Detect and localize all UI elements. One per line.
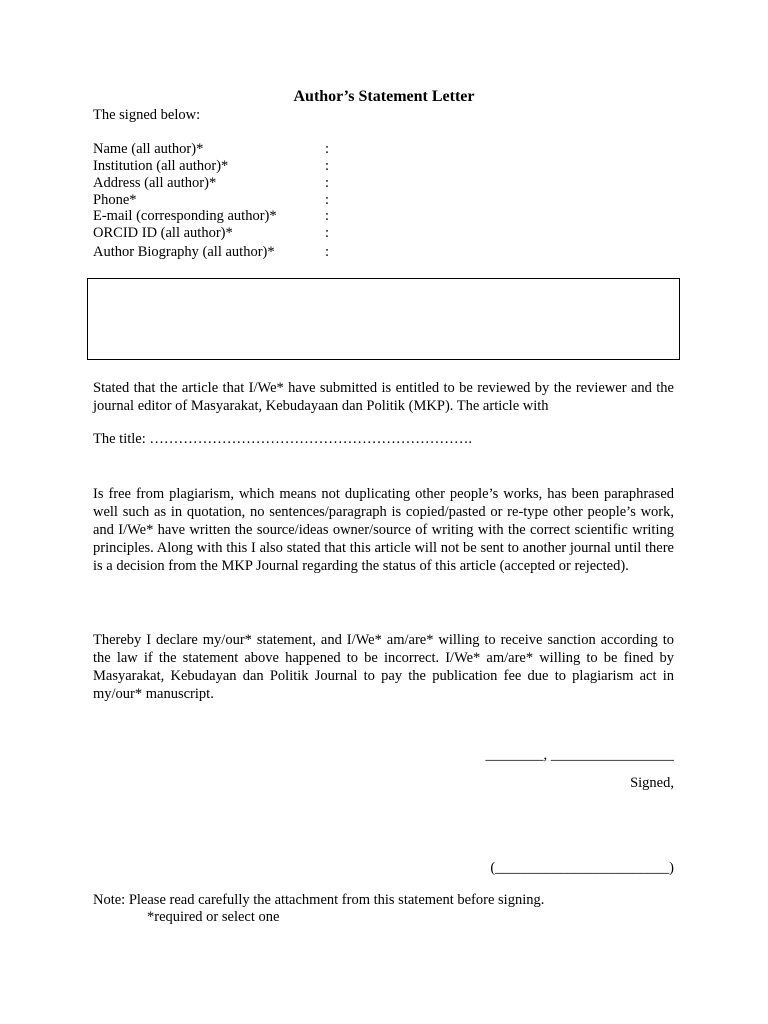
field-row-orcid [93,225,393,242]
field-label: Address (all author)* [93,175,217,191]
field-row-email [93,208,393,225]
place-date-line: ________, _________________ [485,747,674,763]
signed-label: Signed, [630,775,674,791]
field-row-institution [93,158,393,175]
field-colon: : [325,175,330,191]
declaration-paragraph: Thereby I declare my/our* statement, and I/We* am/are* willing to receive sanction according to the law if the statement above happened to be incorrect. I/We* am/are* willing to be fined by Masyarakat, Kebudayan dan Politik Journal to pay the publication fee due to plagiarism act in my/our* manuscript. [93,632,674,702]
field-colon: : [325,158,330,174]
field-label: Name (all author)* [93,141,204,157]
field-row-phone [93,192,393,209]
field-label: Institution (all author)* [93,158,229,174]
field-row-name [93,141,393,158]
document-title: Author’s Statement Letter [293,88,475,105]
article-title-line: The title: …………………………………………………………. [93,431,472,447]
field-row-biography [93,244,393,261]
note-text: Note: Please read carefully the attachment from this statement before signing. [93,892,545,908]
intro-text: The signed below: [93,107,201,123]
field-row-address [93,175,393,192]
stated-paragraph: Stated that the article that I/We* have submitted is entitled to be reviewed by the reviewer and the journal editor of Masyarakat, Kebudayaan dan Politik (MKP). The article with [93,380,674,414]
plagiarism-paragraph: Is free from plagiarism, which means not duplicating other people’s works, has been paraphrased well such as in quotation, no sentences/paragraph is copied/pasted or re-type other people’s work, and I/We* have written the source/ideas owner/source of writing with the correct scientific writing principles. Along with this I also stated that this article will not be sent to another journal until there is a decision from the MKP Journal regarding the status of this article (accepted or rejected). [93,486,674,574]
field-colon: : [325,225,330,241]
field-colon: : [325,244,330,260]
required-note: *required or select one [147,909,280,925]
author-biography-box[interactable] [87,278,680,360]
signature-line: (________________________) [490,860,674,876]
field-label: E-mail (corresponding author)* [93,208,277,224]
field-colon: : [325,208,330,224]
field-colon: : [325,192,330,208]
field-colon: : [325,141,330,157]
field-label: Phone* [93,192,137,208]
field-label: Author Biography (all author)* [93,244,275,260]
field-label: ORCID ID (all author)* [93,225,233,241]
